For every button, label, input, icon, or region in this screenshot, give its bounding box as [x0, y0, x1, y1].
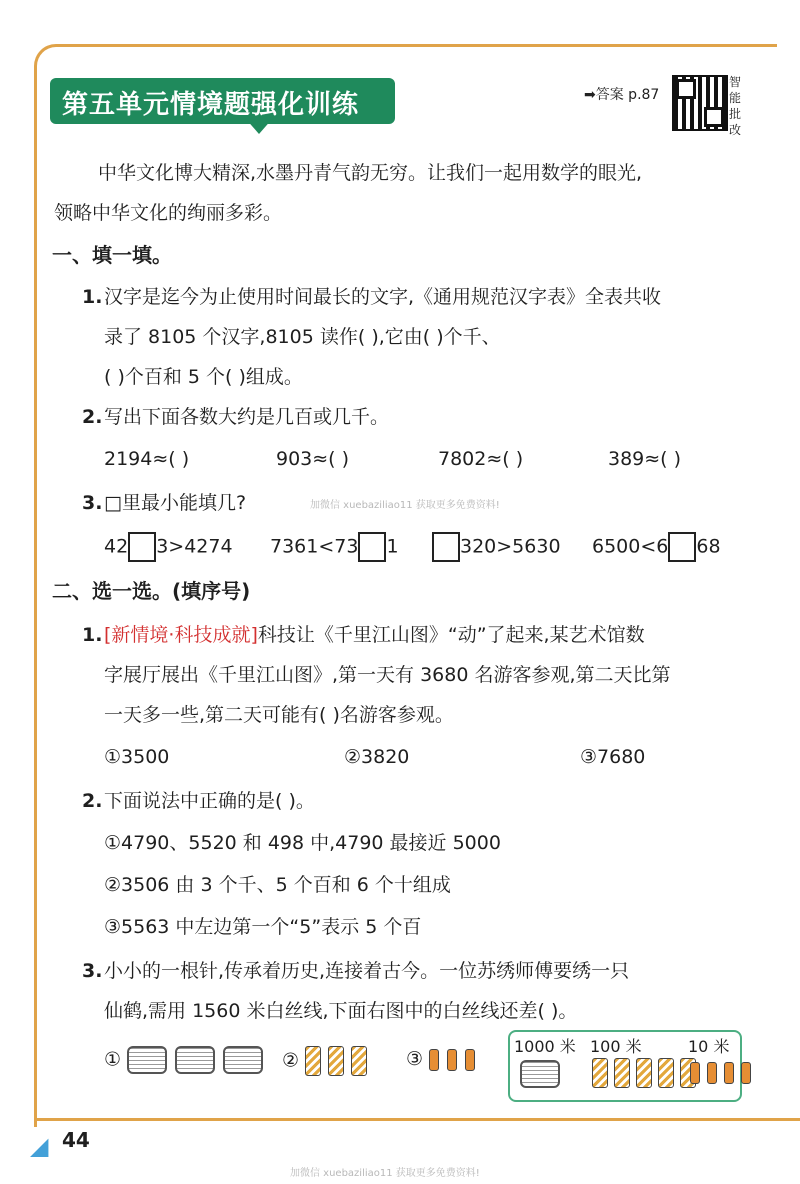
small-thread-icon — [429, 1049, 439, 1071]
s2-q1-option-2[interactable]: ②3820 — [344, 746, 410, 768]
s2-q1-line-2: 字展厅展出《千里江山图》,第一天有 3680 名游客参观,第二天比第 — [104, 664, 671, 686]
legend-skeins — [592, 1058, 697, 1088]
s2-q1-line-1: [新情境·科技成就]科技让《千里江山图》“动”了起来,某艺术馆数 — [104, 624, 645, 646]
s2-q2-option-2[interactable]: ②3506 由 3 个千、5 个百和 6 个十组成 — [104, 874, 451, 896]
small-thread-icon — [690, 1062, 700, 1084]
watermark-mid: 加微信 xuebaziliao11 获取更多免费资料! — [310, 500, 500, 511]
new-context-tag: [新情境·科技成就] — [104, 624, 258, 646]
qr-label: 智能批改 — [729, 75, 742, 137]
intro-line-1: 中华文化博大精深,水墨丹青气韵无穷。让我们一起用数学的眼光, — [98, 162, 643, 184]
small-thread-icon — [465, 1049, 475, 1071]
answer-box[interactable] — [432, 532, 460, 562]
s1-q3-item-1: 42 3>4274 — [104, 532, 233, 562]
s1-q3-number: 3. — [82, 492, 103, 514]
s2-q1-option-1[interactable]: ①3500 — [104, 746, 170, 768]
s2-q3-number: 3. — [82, 960, 103, 982]
thread-skein-icon — [636, 1058, 652, 1088]
intro-line-2: 领略中华文化的绚丽多彩。 — [54, 202, 283, 224]
s1-q3-item-4: 6500<6 68 — [592, 532, 721, 562]
s2-q1-line-3: 一天多一些,第二天可能有( )名游客参观。 — [104, 704, 454, 726]
s1-q1-line-1: 汉字是迄今为止使用时间最长的文字,《通用规范汉字表》全表共收 — [104, 286, 662, 308]
s1-q3-text: □里最小能填几? — [104, 492, 247, 514]
section-1-title: 一、填一填。 — [52, 243, 172, 267]
thread-skein-icon — [305, 1046, 321, 1076]
s2-q2-option-3[interactable]: ③5563 中左边第一个“5”表示 5 个百 — [104, 916, 422, 938]
legend-10m: 10 米 — [688, 1037, 730, 1056]
thread-skein-icon — [328, 1046, 344, 1076]
page-frame-bottom — [34, 1118, 800, 1121]
small-thread-icon — [707, 1062, 717, 1084]
answer-box[interactable] — [128, 532, 156, 562]
s1-q1-number: 1. — [82, 286, 103, 308]
s1-q3-item-3: 320>5630 — [432, 532, 561, 562]
s2-q3-line-1: 小小的一根针,传承着历史,连接着古今。一位苏绣师傅要绣一只 — [104, 960, 630, 982]
thread-spool-icon — [520, 1060, 560, 1088]
thread-spool-icon — [175, 1046, 215, 1074]
s2-q3-option-2[interactable]: ② — [282, 1046, 368, 1076]
s1-q2-text: 写出下面各数大约是几百或几千。 — [104, 406, 390, 428]
thread-skein-icon — [592, 1058, 608, 1088]
legend-1000m: 1000 米 — [514, 1037, 576, 1056]
answer-reference[interactable]: ➡答案 p.87 — [584, 87, 660, 103]
legend-spool — [520, 1060, 562, 1088]
legend-small-threads — [690, 1062, 753, 1084]
small-thread-icon — [741, 1062, 751, 1084]
thread-spool-icon — [127, 1046, 167, 1074]
section-2-title: 二、选一选。(填序号) — [52, 579, 251, 603]
watermark-bottom: 加微信 xuebaziliao11 获取更多免费资料! — [290, 1168, 480, 1179]
s2-q2-text: 下面说法中正确的是( )。 — [104, 790, 315, 812]
s1-q1-line-2: 录了 8105 个汉字,8105 读作( ),它由( )个千、 — [104, 326, 501, 348]
s2-q3-line-2: 仙鹤,需用 1560 米白丝线,下面右图中的白丝线还差( )。 — [104, 1000, 578, 1022]
s1-q3-item-2: 7361<73 1 — [270, 532, 399, 562]
thread-skein-icon — [614, 1058, 630, 1088]
s1-q2-item-2: 903≈( ) — [276, 448, 350, 470]
answer-box[interactable] — [358, 532, 386, 562]
s2-q2-option-1[interactable]: ①4790、5520 和 498 中,4790 最接近 5000 — [104, 832, 501, 854]
small-thread-icon — [724, 1062, 734, 1084]
s1-q2-number: 2. — [82, 406, 103, 428]
dolphin-icon: ◢ — [30, 1132, 49, 1160]
thread-skein-icon — [351, 1046, 367, 1076]
thread-skein-icon — [658, 1058, 674, 1088]
page-number: 44 — [62, 1128, 90, 1152]
page-title: 第五单元情境题强化训练 — [62, 90, 360, 120]
thread-spool-icon — [223, 1046, 263, 1074]
s1-q1-line-3: ( )个百和 5 个( )组成。 — [104, 366, 303, 388]
small-thread-icon — [447, 1049, 457, 1071]
s2-q1-option-3[interactable]: ③7680 — [580, 746, 646, 768]
qr-code-icon[interactable] — [672, 75, 728, 131]
s2-q3-option-3[interactable]: ③ — [406, 1046, 477, 1072]
answer-box[interactable] — [668, 532, 696, 562]
s1-q2-item-1: 2194≈( ) — [104, 448, 190, 470]
s1-q2-item-3: 7802≈( ) — [438, 448, 524, 470]
s1-q2-item-4: 389≈( ) — [608, 448, 682, 470]
legend-100m: 100 米 — [590, 1037, 642, 1056]
s2-q3-option-1[interactable]: ① — [104, 1046, 265, 1074]
s2-q1-number: 1. — [82, 624, 103, 646]
s2-q2-number: 2. — [82, 790, 103, 812]
